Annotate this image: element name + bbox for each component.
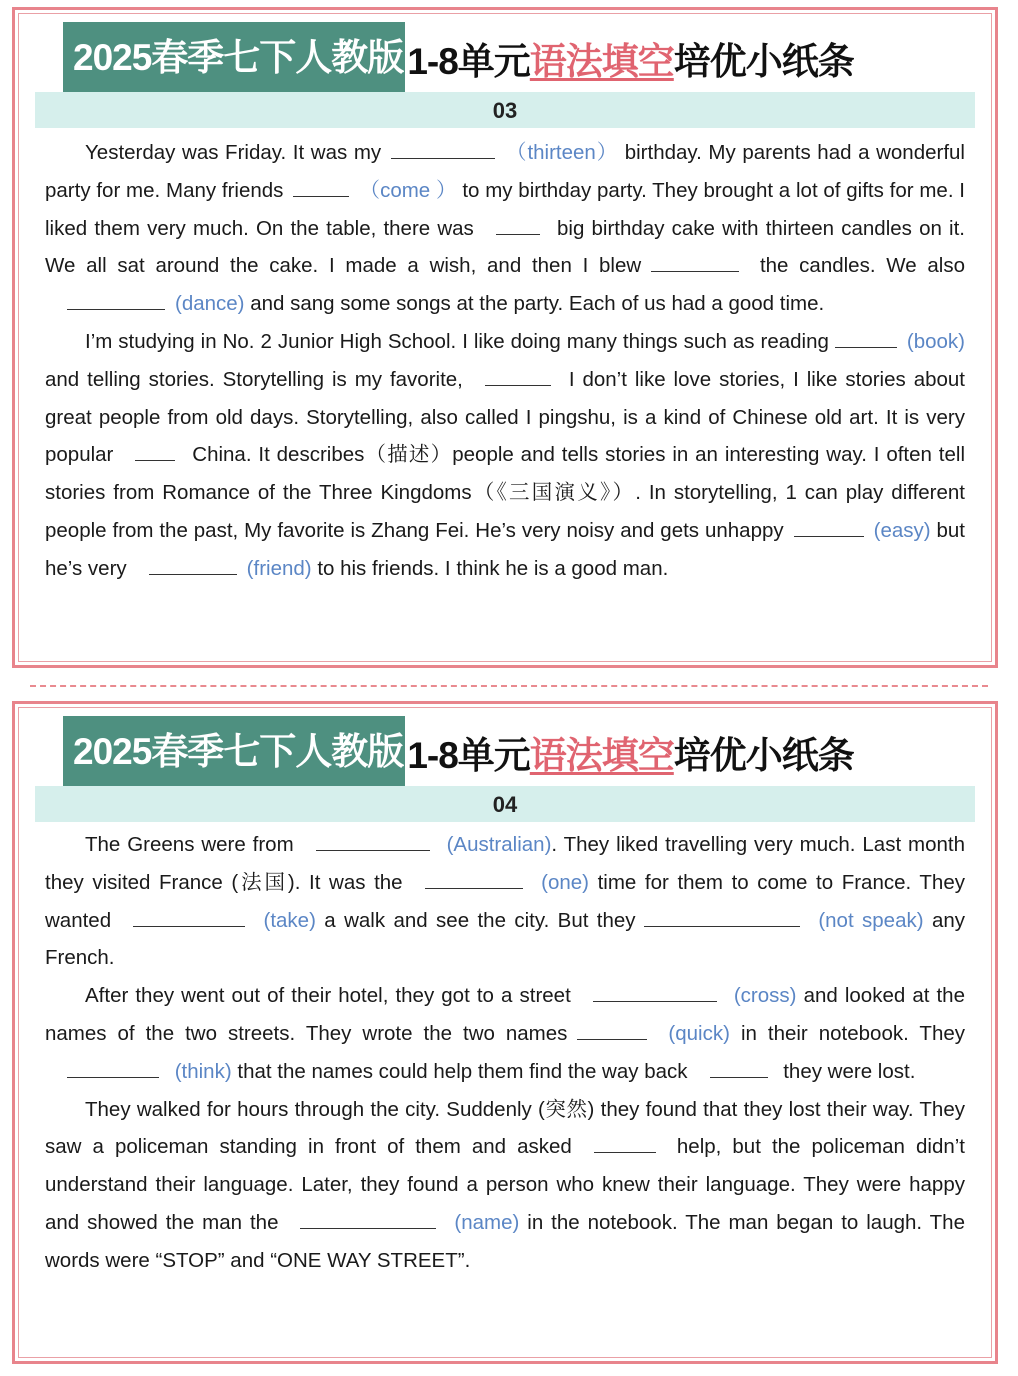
- answer-blank[interactable]: [425, 870, 523, 889]
- answer-blank[interactable]: [316, 832, 430, 851]
- text: China. It describes（描述）people and tells stories in an interesting way. I often tell stories from Romance of the Three Kingdoms（《三国演义》）. In storytelling, 1 can play different people from the past, My favorite is Zhang Fei. He’s very noisy and gets unhappy: [45, 443, 965, 542]
- paragraph-2: [45, 323, 965, 588]
- paragraph-1: [45, 134, 965, 323]
- answer-blank[interactable]: [391, 140, 495, 159]
- word-hint: (quick): [668, 1021, 730, 1045]
- answer-blank[interactable]: [67, 291, 165, 310]
- text: and looked at the names of the two streets. They wrote the two names: [45, 984, 965, 1045]
- text: The Greens were from: [85, 833, 294, 856]
- word-hint: (book): [906, 329, 965, 353]
- worksheet-card-04: [12, 701, 998, 1364]
- text: I don’t like love stories, I like stories about great people from old days. Storytelling, also called I pingshu, is a kind of Chinese old art. It is very popular: [45, 367, 965, 467]
- text: They walked for hours through the city. Suddenly (突然) they found that they lost their way. They saw a policeman standing in front of them and asked: [45, 1097, 965, 1159]
- word-hint: (Australian): [446, 833, 552, 856]
- title-rest: [405, 31, 853, 85]
- text: birthday. My parents had a wonderful party for me. Many friends: [45, 141, 965, 202]
- answer-blank[interactable]: [300, 1210, 436, 1229]
- answer-blank[interactable]: [149, 556, 237, 575]
- answer-blank[interactable]: [496, 216, 540, 235]
- text: I’m studying in No. 2 Junior High School. I like doing many things such as reading: [85, 329, 829, 353]
- title-rest: [405, 725, 853, 779]
- answer-blank[interactable]: [794, 518, 864, 537]
- answer-blank[interactable]: [293, 178, 349, 197]
- text: the candles. We also: [759, 254, 965, 278]
- word-hint: (dance): [175, 292, 245, 316]
- section-number: 03: [35, 92, 975, 128]
- passage: [45, 134, 965, 588]
- title-mid: 1-8单元: [407, 735, 530, 776]
- word-hint: (easy): [873, 518, 931, 542]
- word-hint: (one): [541, 870, 590, 894]
- worksheet-card-03: [12, 7, 998, 668]
- card-title: [63, 18, 983, 98]
- word-hint: (friend): [246, 556, 312, 580]
- text: help, but the policeman didn’t understand their language. Later, they found a person who knew their language. They were happy and showed the man the: [45, 1135, 965, 1234]
- answer-blank[interactable]: [594, 1134, 656, 1153]
- word-hint: （come ）: [359, 178, 457, 202]
- paragraph-1: [45, 826, 965, 977]
- title-highlight: 语法填空: [529, 41, 674, 82]
- text: and telling stories. Storytelling is my favorite,: [45, 367, 463, 391]
- text: that the names could help them find the way back: [237, 1059, 688, 1083]
- section-number: 04: [35, 786, 975, 822]
- answer-blank[interactable]: [644, 908, 800, 927]
- word-hint: (take): [263, 908, 316, 932]
- text: and sang some songs at the party. Each of us had a good time.: [250, 292, 825, 316]
- answer-blank[interactable]: [835, 329, 897, 348]
- dashed-divider: [30, 685, 988, 687]
- answer-blank[interactable]: [577, 1021, 647, 1040]
- text: Yesterday was Friday. It was my: [85, 141, 382, 164]
- answer-blank[interactable]: [485, 367, 551, 386]
- answer-blank[interactable]: [135, 442, 175, 461]
- text: . They liked travelling very much. Last month they visited France (法国). It was the: [45, 833, 966, 894]
- text: After they went out of their hotel, they got to a street: [85, 984, 571, 1008]
- paragraph-3: [45, 1091, 965, 1280]
- text: to his friends. I think he is a good man.: [317, 556, 669, 580]
- text: time for them to come to France. They wanted: [45, 870, 965, 932]
- answer-blank[interactable]: [593, 983, 717, 1002]
- card-title: [63, 712, 983, 792]
- answer-blank[interactable]: [710, 1059, 768, 1078]
- word-hint: (not speak): [818, 908, 924, 932]
- text: any French.: [45, 908, 966, 970]
- word-hint: (name): [454, 1210, 520, 1234]
- answer-blank[interactable]: [133, 908, 245, 927]
- word-hint: (think): [174, 1059, 232, 1083]
- title-end: 培优小纸条: [673, 735, 854, 776]
- word-hint: (cross): [733, 984, 797, 1008]
- text: to my birthday party. They brought a lot of gifts for me. I liked them very much. On the table, there was: [45, 178, 965, 240]
- answer-blank[interactable]: [651, 253, 739, 272]
- text: a walk and see the city. But they: [324, 908, 636, 932]
- title-end: 培优小纸条: [673, 41, 854, 82]
- title-highlight: 语法填空: [529, 735, 674, 776]
- text: in the notebook. The man began to laugh. The words were “STOP” and “ONE WAY STREET”.: [45, 1210, 965, 1272]
- paragraph-2: [45, 977, 965, 1090]
- word-hint: （thirteen）: [505, 141, 619, 164]
- title-mid: 1-8单元: [407, 41, 530, 82]
- text: big birthday cake with thirteen candles on it. We all sat around the cake. I made a wish, and then I blew: [45, 216, 965, 278]
- title-main: 2025春季七下人教版: [63, 716, 405, 788]
- title-main: 2025春季七下人教版: [63, 22, 405, 94]
- text: in their notebook. They: [740, 1021, 965, 1045]
- text: they were lost.: [783, 1059, 916, 1083]
- passage: [45, 826, 965, 1280]
- text: but he’s very: [45, 518, 965, 580]
- answer-blank[interactable]: [67, 1059, 159, 1078]
